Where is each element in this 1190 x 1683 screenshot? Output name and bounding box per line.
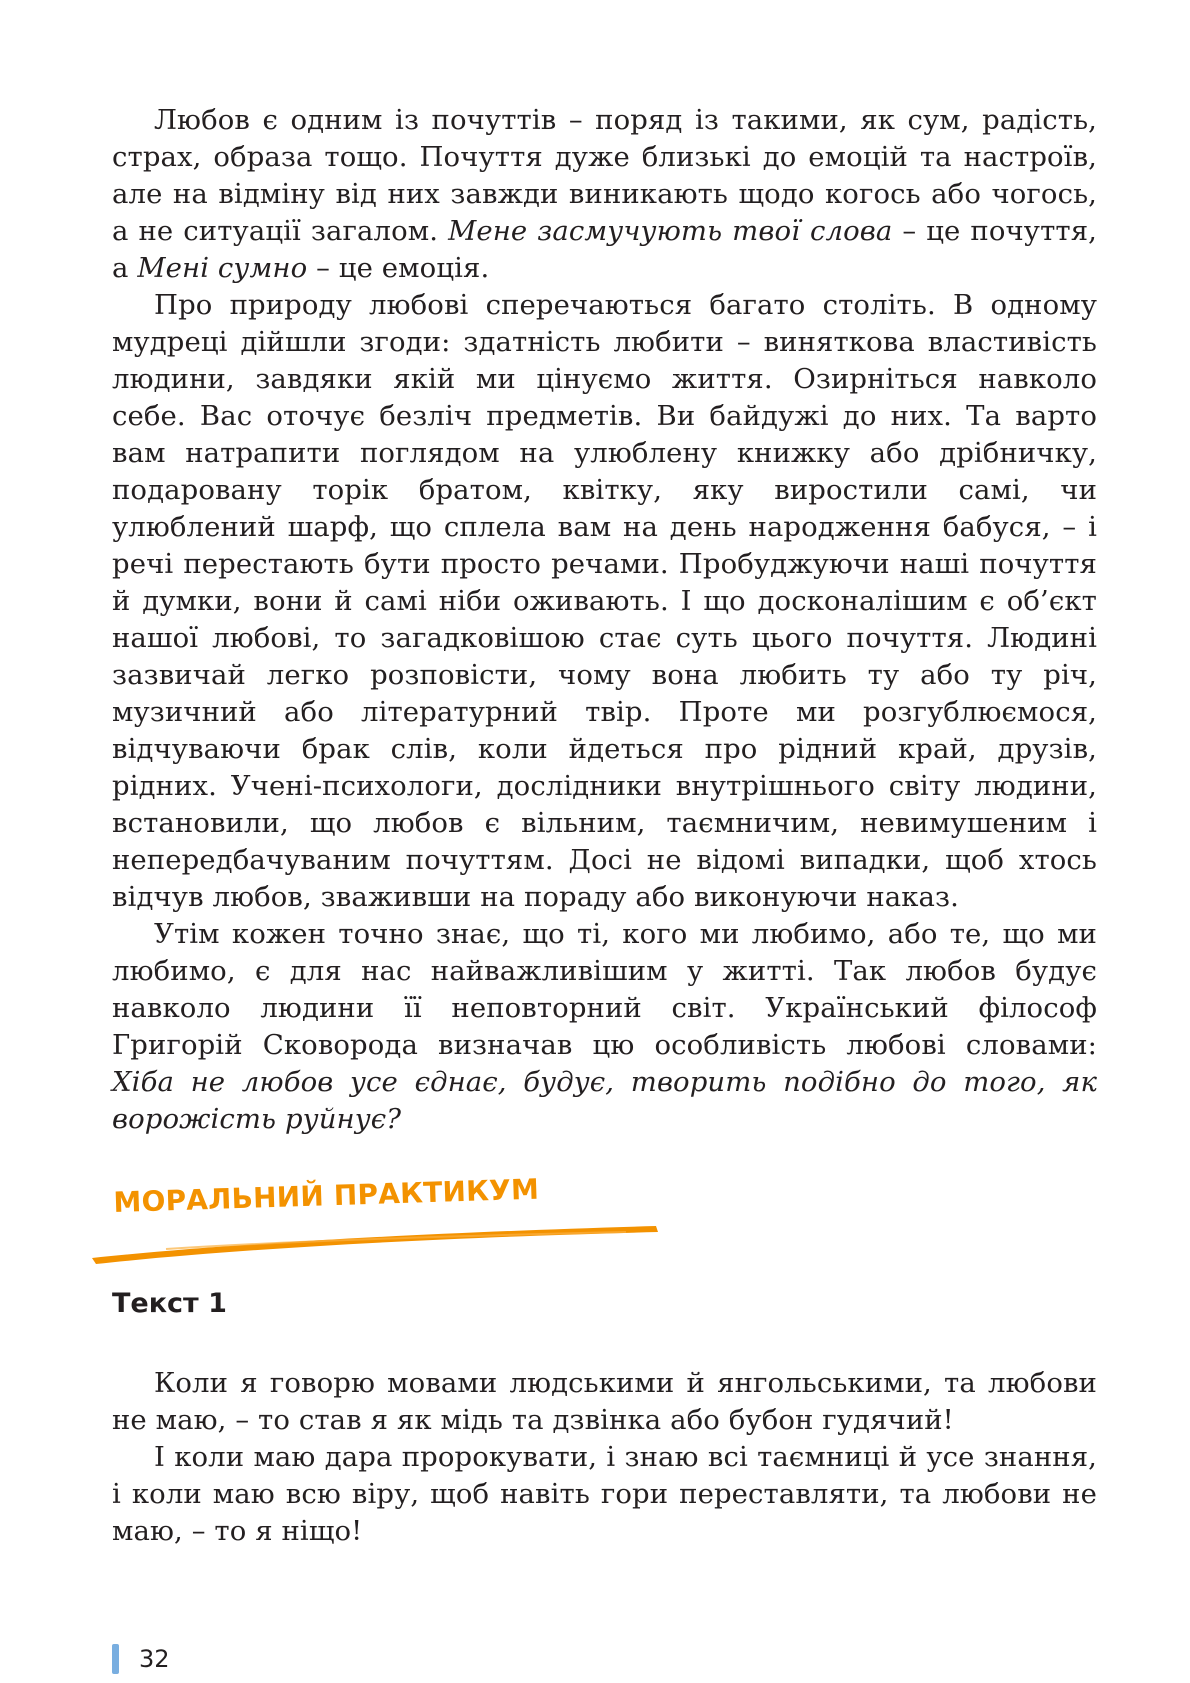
section-header-moral-practicum [112, 1172, 1097, 1262]
page-number: 32 [139, 1645, 170, 1673]
paragraph-skovoroda [112, 916, 1097, 1138]
paragraph-text: Утім кожен точно знає, що ті, кого ми любимо, або те, що ми любимо, є для нас найважливішим у житті. Так любов будує навколо людини її неповторний світ. Український філософ Григорій Сковорода визначав цю особливість любові словами: [112, 918, 1097, 1061]
page-content [112, 102, 1097, 1550]
paragraph-text1-part2: І коли маю дара пророкувати, і знаю всі таємниці й усе знання, і коли маю всю віру, щоб навіть гори переставляти, та любови не маю, – то я ніщо! [112, 1441, 1097, 1547]
section-title: МОРАЛЬНИЙ ПРАКТИКУМ [112, 1172, 540, 1219]
italic-skovoroda-quote: Хіба не любов усе єднає, будує, творить подібно до того, як ворожість руйнує? [112, 1066, 1097, 1135]
brush-underline-icon [86, 1216, 666, 1266]
paragraph-text: – це почуття, а [112, 215, 1097, 284]
text-heading: Текст 1 [112, 1288, 227, 1319]
paragraph-love-feelings [112, 102, 1097, 287]
page-number-bar [112, 1644, 119, 1674]
paragraph-text1-part1: Коли я говорю мовами людськими й янгольськими, та любови не маю, – то став я як мідь та дзвінка або бубон гудячий! [112, 1367, 1097, 1436]
italic-example-emotion: Мені сумно [137, 252, 308, 284]
page-footer [112, 1644, 170, 1674]
paragraph-text: – це емоція. [307, 252, 490, 284]
paragraph-text: Любов є одним із почуттів – поряд із такими, як сум, радість, страх, образа тощо. Почуття дуже близькі до емоцій та настроїв, але на відміну від них завжди виникають щодо когось або чогось, а не ситуації загалом. [112, 104, 1097, 247]
paragraph-nature-of-love: Про природу любові сперечаються багато століть. В одному мудреці дійшли згоди: здатність любити – виняткова властивість людини, завдяки якій ми цінуємо життя. Озирніться навколо себе. Вас оточує безліч предметів. Ви байдужі до них. Та варто вам натрапити поглядом на улюблену книжку або дрібничку, подаровану торік братом, квітку, яку виростили самі, чи улюблений шарф, що сплела вам на день народження бабуся, – і речі перестають бути просто речами. Пробуджуючи наші почуття й думки, вони й самі ніби оживають. І що досконалішим є об’єкт нашої любові, то загадковішою стає суть цього почуття. Людині зазвичай легко розповісти, чому вона любить ту або ту річ, музичний або літературний твір. Проте ми розгублюємося, відчуваючи брак слів, коли йдеться про рідний край, друзів, рідних. Учені-психологи, дослідники внутрішнього світу людини, встановили, що любов є вільним, таємничим, невимушеним і непередбачуваним почуттям. Досі не відомі випадки, щоб хтось відчув любов, зваживши на пораду або виконуючи наказ. [112, 289, 1097, 913]
italic-example-feeling: Мене засмучують твої слова [448, 215, 893, 247]
